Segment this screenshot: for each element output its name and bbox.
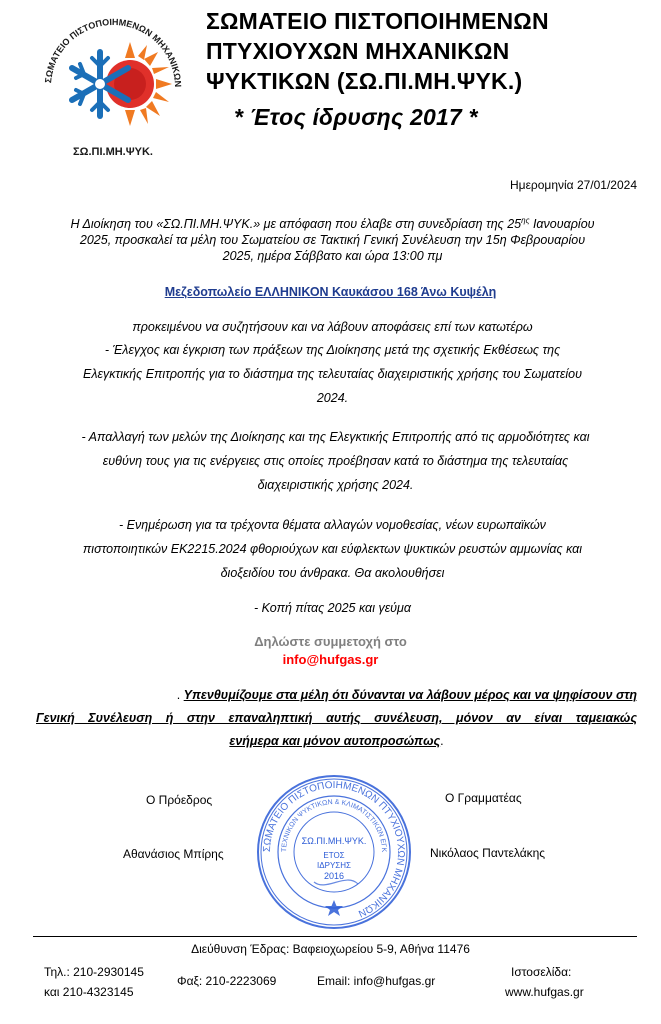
svg-text:2016: 2016 bbox=[323, 871, 345, 881]
logo-bottom-text: ΣΩ.ΠΙ.ΜΗ.ΨΥΚ. bbox=[73, 146, 153, 158]
president-name: Αθανάσιος Μπίρης bbox=[123, 847, 224, 861]
organization-logo bbox=[38, 12, 188, 162]
notice-paragraph: . Υπενθυμίζουμε στα μέλη ότι δύνανται να λάβουν μέρος και να ψηφίσουν στη Γενική Συνέλευση ή στην επαναληπτική αυτής συνέλευση, μόνον αν είναι ταμειακώς ενήμερα και μόνον αυτοπροσώπως. bbox=[36, 688, 637, 748]
secretary-name: Νικόλαος Παντελάκης bbox=[430, 846, 546, 860]
rsvp-email-link[interactable]: info@hufgas.gr bbox=[282, 652, 379, 667]
svg-text:ΕΤΟΣ: ΕΤΟΣ bbox=[323, 851, 345, 860]
agenda-item-2: - Απαλλαγή των μελών της Διοίκησης και της Ελεγκτικής Επιτροπής από τις αρμοδιότητες και ευθύνη τους για τις ενέργειες στις οποίες προέβησαν κατά το διάστημα της τελευταίας διαχειριστικής χρήσης 2024. bbox=[81, 430, 590, 492]
agenda-item-1: - Έλεγχος και έγκριση των πράξεων της Διοίκησης μετά της σχετικής Εκθέσεως της Ελεγκτικής Επιτροπής για το διάστημα της τελευταίας διαχειριστικής χρήσης του Σωματείου 2024. bbox=[83, 343, 582, 405]
svg-text:ΣΩΜΑΤΕΙΟ ΠΙΣΤΟΠΟΙΗΜΕΝΩΝ ΜΗΧΑΝΙ: ΣΩΜΑΤΕΙΟ ΠΙΣΤΟΠΟΙΗΜΕΝΩΝ ΜΗΧΑΝΙΚΩΝ bbox=[43, 16, 184, 88]
footer-telephone-2: και 210-4323145 bbox=[44, 985, 134, 999]
agenda-item-3: - Ενημέρωση για τα τρέχοντα θέματα αλλαγών νομοθεσίας, νέων ευρωπαϊκών πιστοποιητικών ΕΚ2215.2024 φθοριούχων και εύφλεκτων ψυκτικών ρευστών αμμωνίας και διοξειδίου του άνθρακα. Θα ακολουθήσει bbox=[82, 518, 583, 580]
footer-telephone-1: Τηλ.: 210-2930145 bbox=[44, 965, 144, 979]
title-line-3: ΨΥΚΤΙΚΩΝ (ΣΩ.ΠΙ.ΜΗ.ΨΥΚ.) bbox=[206, 68, 523, 94]
stamp-center-text: ΣΩ.ΠΙ.ΜΗ.ΨΥΚ. bbox=[301, 836, 367, 846]
intro-paragraph: Η Διοίκηση του «ΣΩ.ΠΙ.ΜΗ.ΨΥΚ.» με απόφαση που έλαβε στη συνεδρίαση της $25^{\eta\varsigma}$ Ιανουαρίου 2025, προσκαλεί τα μέλη του Σωματείου σε Τακτική Γενική Συνέλευση την 15η Φεβρουαρίου 2025, ημέρα Σάββατο και ώρα 13:00 πμ bbox=[70, 216, 595, 264]
organization-stamp bbox=[254, 772, 414, 932]
footer-website-label: Ιστοσελίδα: bbox=[511, 965, 572, 979]
president-title: Ο Πρόεδρος bbox=[146, 793, 213, 807]
footer-fax: Φαξ: 210-2223069 bbox=[177, 974, 277, 988]
svg-text:ΣΩΜΑΤΕΙΟ ΠΙΣΤΟΠΟΙΗΜΕΝΩΝ ΠΤΥΧΙΟ: ΣΩΜΑΤΕΙΟ ΠΙΣΤΟΠΟΙΗΜΕΝΩΝ ΠΤΥΧΙΟΥΧΩΝ ΜΗΧΑΝΙΚΩΝ bbox=[261, 779, 407, 919]
title-line-2: ΠΤΥΧΙΟΥΧΩΝ ΜΗΧΑΝΙΚΩΝ bbox=[206, 38, 510, 64]
footer-divider bbox=[33, 936, 637, 937]
footer-address: Διεύθυνση Έδρας: Βαφειοχωρείου 5-9, Αθήνα 11476 bbox=[191, 942, 470, 956]
svg-text:ΙΔΡΥΣΗΣ: ΙΔΡΥΣΗΣ bbox=[317, 861, 351, 870]
agenda-item-4: - Κοπή πίτας 2025 και γεύμα bbox=[253, 601, 412, 615]
document-date: Ημερομηνία 27/01/2024 bbox=[509, 178, 637, 192]
svg-text:ΤΕΧΝΙΚΩΝ ΨΥΚΤΙΚΩΝ & ΚΛΙΜΑΤΙΣΤΙ: ΤΕΧΝΙΚΩΝ ΨΥΚΤΙΚΩΝ & ΚΛΙΜΑΤΙΣΤΙΚΩΝ ΕΓΚ bbox=[280, 798, 388, 853]
secretary-title: Ο Γραμματέας bbox=[445, 791, 522, 805]
venue-address: Μεζεδοπωλείο ΕΛΛΗΝΙΚΟΝ Καυκάσου 168 Άνω Κυψέλη bbox=[164, 285, 497, 299]
founded-year: * Έτος ίδρυσης 2017 * bbox=[234, 104, 478, 130]
title-line-1: ΣΩΜΑΤΕΙΟ ΠΙΣΤΟΠΟΙΗΜΕΝΩΝ bbox=[206, 8, 549, 34]
stamp-star-icon bbox=[325, 900, 343, 916]
footer-email[interactable]: Email: info@hufgas.gr bbox=[317, 974, 436, 988]
rsvp-text: Δηλώστε συμμετοχή στο bbox=[254, 634, 407, 649]
agenda-intro: προκειμένου να συζητήσουν και να λάβουν αποφάσεις επί των κατωτέρω bbox=[132, 320, 533, 334]
sun-icon bbox=[106, 42, 172, 126]
footer-website-link[interactable]: www.hufgas.gr bbox=[505, 985, 584, 999]
